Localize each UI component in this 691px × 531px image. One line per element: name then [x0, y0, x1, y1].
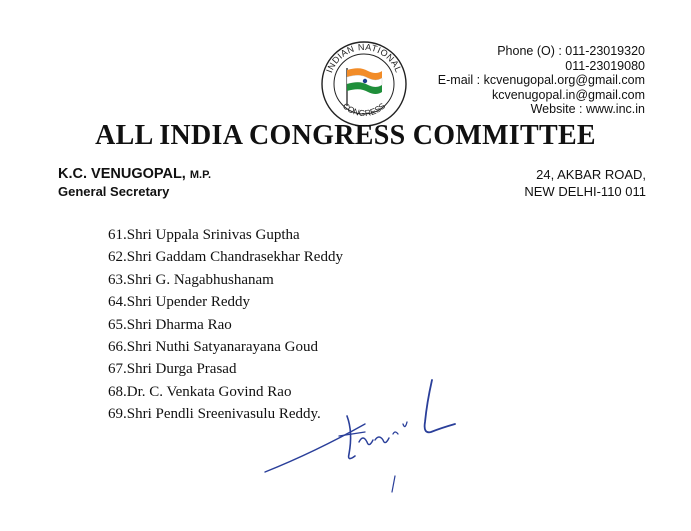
sender-block	[58, 166, 211, 200]
list-item: 63.Shri G. Nagabhushanam	[108, 271, 274, 288]
list-item: 61.Shri Uppala Srinivas Guptha	[108, 227, 300, 243]
list-item: 62.Shri Gaddam Chandrasekhar Reddy	[108, 249, 343, 266]
list-item: 69.Shri Pendli Sreenivasulu Reddy.	[108, 406, 321, 423]
logo-top-text: INDIAN NATIONAL	[324, 41, 404, 75]
organization-heading: ALL INDIA CONGRESS COMMITTEE	[95, 120, 596, 151]
website-line: Website : www.inc.in	[530, 102, 645, 117]
sender-name: K.C. VENUGOPAL,	[58, 166, 186, 182]
contact-block	[438, 44, 645, 117]
sender-name-line	[58, 166, 211, 184]
email-line: E-mail : kcvenugopal.org@gmail.com	[437, 73, 645, 88]
address-block	[524, 166, 646, 200]
address-line-1: 24, AKBAR ROAD,	[536, 167, 646, 182]
phone-line-2: 011-23019080	[565, 58, 645, 73]
flag-icon	[347, 68, 382, 94]
phone-line: Phone (O) : 011-23019320	[497, 44, 645, 58]
congress-logo	[318, 40, 410, 128]
list-item: 66.Shri Nuthi Satyanarayana Goud	[108, 338, 318, 355]
signature-image	[255, 372, 475, 502]
email-line-2: kcvenugopal.in@gmail.com	[491, 87, 645, 102]
sender-designation: General Secretary	[58, 184, 170, 199]
list-item: 67.Shri Durga Prasad	[108, 361, 237, 378]
list-item: 65.Shri Dharma Rao	[108, 316, 232, 333]
sender-suffix: M.P.	[189, 169, 212, 181]
list-item: 68.Dr. C. Venkata Govind Rao	[108, 383, 292, 400]
logo-bottom-text: CONGRESS	[340, 100, 388, 119]
svg-text:CONGRESS	[341, 100, 388, 118]
address-line-2: NEW DELHI-110 011	[524, 184, 646, 199]
list-item: 64.Shri Upender Reddy	[108, 294, 251, 311]
